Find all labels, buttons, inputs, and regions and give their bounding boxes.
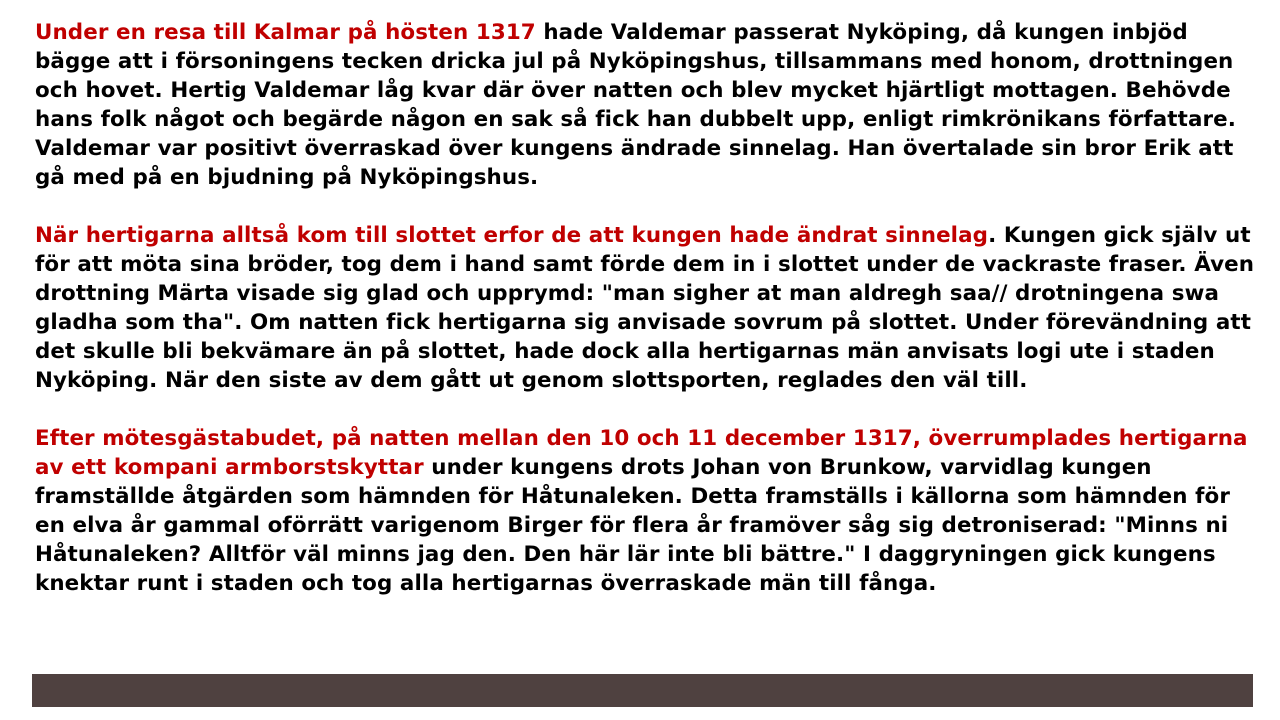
paragraph-3	[35, 424, 1260, 598]
paragraph-text: under kungens drots Johan von Brunkow, varvidlag kungen framställde åtgärden som hämnden för Håtunaleken. Detta framställs i källorna som hämnden för en elva år gammal oförrätt varigenom Birger för flera år framöver såg sig detroniserad: "Minns ni Håtunaleken? Alltför väl minns jag den. Den här lär inte bli bättre." I daggryningen gick kungens knektar runt i staden och tog alla hertigarnas överraskade män till fånga.	[35, 455, 1230, 596]
footer-bar	[32, 674, 1253, 707]
paragraph-text: hade Valdemar passerat Nyköping, då kungen inbjöd bägge att i försoningens tecken dricka jul på Nyköpingshus, tillsammans med honom, drottningen och hovet. Hertig Valdemar låg kvar där över natten och blev mycket hjärtligt mottagen. Behövde hans folk något och begärde någon en sak så fick han dubbelt upp, enligt rimkrönikans författare. Valdemar var positivt överraskad över kungens ändrade sinnelag. Han övertalade sin bror Erik att gå med på en bjudning på Nyköpingshus.	[35, 20, 1236, 190]
highlighted-phrase: Efter mötesgästabudet, på natten mellan den 10 och 11 december 1317, överrumplades hertigarna av ett kompani armborstskyttar	[35, 426, 1248, 480]
highlighted-phrase: Under en resa till Kalmar på hösten 1317	[35, 20, 536, 45]
text-body	[35, 18, 1260, 598]
paragraph-1	[35, 18, 1260, 192]
paragraph-2	[35, 221, 1260, 395]
paragraph-text: . Kungen gick själv ut för att möta sina bröder, tog dem i hand samt förde dem in i slottet under de vackraste fraser. Även drottning Märta visade sig glad och upprymd: "man sigher at man aldregh saa// drotningena swa gladha som tha". Om natten fick hertigarna sig anvisade sovrum på slottet. Under förevändning att det skulle bli bekvämare än på slottet, hade dock alla hertigarnas män anvisats logi ute i staden Nyköping. När den siste av dem gått ut genom slottsporten, reglades den väl till.	[35, 223, 1255, 393]
highlighted-phrase: När hertigarna alltså kom till slottet erfor de att kungen hade ändrat sinnelag	[35, 223, 989, 248]
